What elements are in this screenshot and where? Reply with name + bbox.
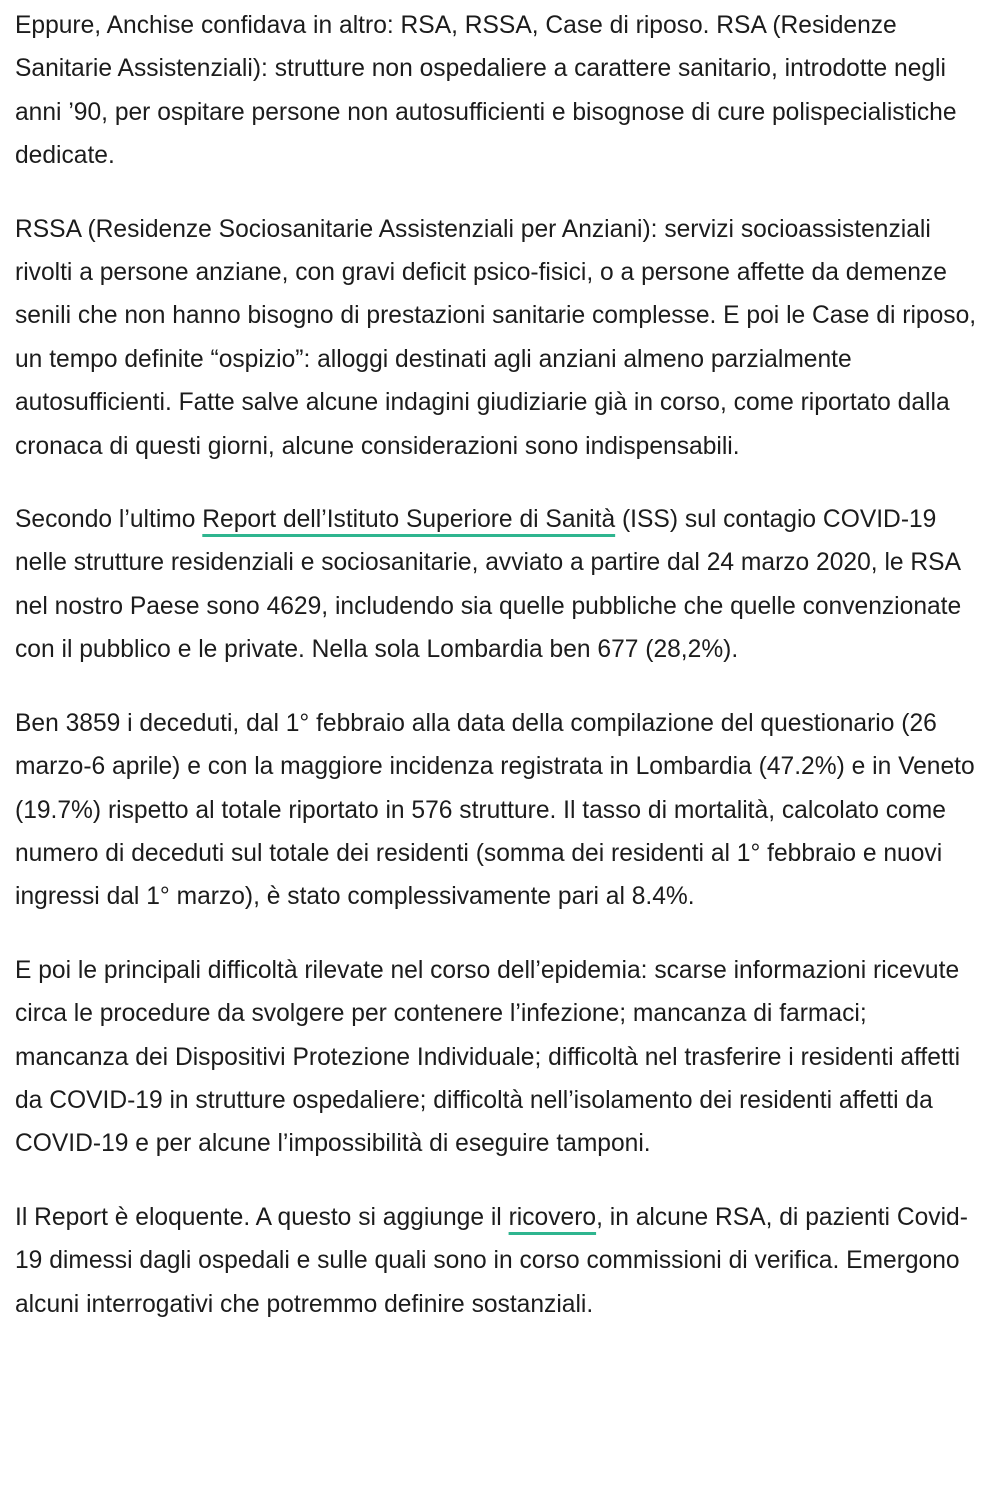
paragraph-deaths: Ben 3859 i deceduti, dal 1° febbraio alla data della compilazione del questionario (26 marzo-6 aprile) e con la maggiore incidenza registrata in Lombardia (47.2%) e in Veneto (19.7%) rispetto al totale riportato in 576 strutture. Il tasso di mortalità, calcolato come numero di deceduti sul totale dei residenti (somma dei residenti al 1° febbraio e nuovi ingressi dal 1° marzo), è stato complessivamente pari al 8.4%. xyxy=(15,709,975,911)
paragraph-difficulties: E poi le principali difficoltà rilevate nel corso dell’epidemia: scarse informazioni ricevute circa le procedure da svolgere per contenere l’infezione; mancanza di farmaci; mancanza dei Dispositivi Protezione Individuale; difficoltà nel trasferire i residenti affetti da COVID-19 in strutture ospedaliere; difficoltà nell’isolamento dei residenti affetti da COVID-19 e per alcune l’impossibilità di eseguire tamponi. xyxy=(15,956,961,1158)
paragraph-text: Il Report è eloquente. A questo si aggiunge il xyxy=(15,1203,509,1231)
paragraph-text: Secondo l’ultimo xyxy=(15,506,203,534)
paragraph-ricovero xyxy=(15,1196,982,1326)
paragraph-text: , in alcune RSA, di pazienti Covid-19 dimessi dagli ospedali e sulle quali sono in corso commissioni di verifica. Emergono alcuni interrogativi che potremmo definire sostanziali. xyxy=(15,1203,968,1318)
paragraph-rsa-intro: Eppure, Anchise confidava in altro: RSA, RSSA, Case di riposo. RSA (Residenze Sanitarie Assistenziali): strutture non ospedaliere a carattere sanitario, introdotte negli anni ’90, per ospitare persone non autosufficienti e bisognose di cure polispecialistiche dedicate. xyxy=(15,12,957,170)
ricovero-link[interactable]: ricovero xyxy=(508,1203,597,1231)
iss-report-link[interactable]: Report dell’Istituto Superiore di Sanità xyxy=(202,506,616,534)
paragraph-iss-report xyxy=(15,498,982,672)
paragraph-text: (ISS) sul contagio COVID-19 nelle strutture residenziali e sociosanitarie, avviato a partire dal 24 marzo 2020, le RSA nel nostro Paese sono 4629, includendo sia quelle pubbliche che quelle convenzionate con il pubblico e le private. Nella sola Lombardia ben 677 (28,2%). xyxy=(15,506,962,664)
paragraph-rssa: RSSA (Residenze Sociosanitarie Assistenziali per Anziani): servizi socioassistenziali rivolti a persone anziane, con gravi deficit psico-fisici, o a persone affette da demenze senili che non hanno bisogno di prestazioni sanitarie complesse. E poi le Case di riposo, un tempo definite “ospizio”: alloggi destinati agli anziani almeno parzialmente autosufficienti. Fatte salve alcune indagini giudiziarie già in corso, come riportato dalla cronaca di questi giorni, alcune considerazioni sono indispensabili. xyxy=(15,215,977,460)
